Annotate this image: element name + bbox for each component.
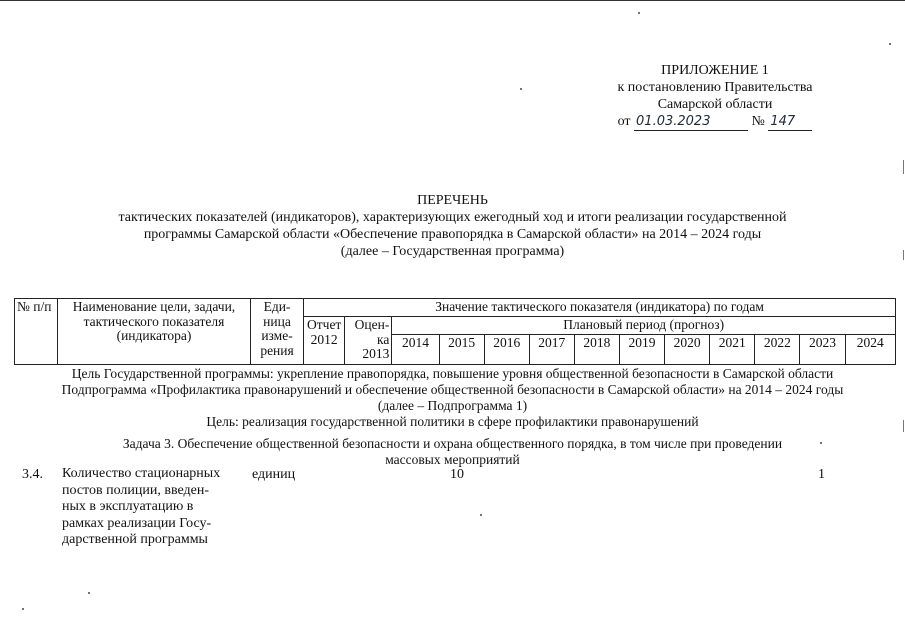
header-name: Наименование цели, задачи, тактического показателя (индикатора) (58, 299, 251, 365)
scan-edge-mark (903, 160, 904, 174)
appendix-date-row (585, 113, 845, 131)
header-year: 2014 (392, 334, 439, 364)
header-plan-group: Плановый период (прогноз) (392, 317, 896, 335)
task-line-1: Задача 3. Обеспечение общественной безопасности и охрана общественного порядка, в том числе при проведении (122, 436, 783, 451)
row-unit: единиц (252, 467, 296, 482)
date-prefix: от (617, 114, 631, 129)
task-line-2: массовых мероприятий (385, 452, 520, 467)
scan-dot (889, 43, 891, 45)
number-prefix: № (751, 114, 765, 129)
scan-dot (88, 592, 90, 594)
row-name-line: рамках реализации Госу- (62, 515, 212, 531)
header-year: 2021 (710, 334, 755, 364)
header-year: 2024 (845, 334, 895, 364)
handwritten-number: 147 (768, 113, 812, 131)
scan-dot (520, 88, 522, 90)
title-line-2: программы Самарской области «Обеспечение правопорядка в Самарской области» на 2014 – 2024 годы (143, 227, 762, 242)
task-block (0, 436, 905, 468)
subprogram-line-1: Подпрограмма «Профилактика правонарушений и обеспечение общественной безопасности в Самарской области» на 2014 – 2024 годы (61, 382, 844, 397)
header-year: 2015 (439, 334, 484, 364)
row-name-line: дарственной программы (62, 532, 208, 547)
title-line-3: (далее – Государственная программа) (340, 244, 565, 259)
header-report-2012: Отчет 2012 (304, 317, 345, 365)
row-value-2023: 1 (818, 467, 825, 482)
row-name-line: Количество стационарных (62, 466, 221, 481)
row-number: 3.4. (22, 467, 43, 482)
header-year: 2020 (665, 334, 710, 364)
header-year: 2017 (529, 334, 574, 364)
appendix-block (585, 62, 845, 131)
title-line-1: тактических показателей (индикаторов), характеризующих ежегодный ход и итоги реализации государственной (118, 210, 787, 225)
row-name-line: постов полиции, введен- (62, 482, 210, 498)
handwritten-date: 01.03.2023 (634, 113, 748, 131)
header-year: 2018 (574, 334, 619, 364)
appendix-region: Самарской области (657, 97, 773, 112)
appendix-title: ПРИЛОЖЕНИЕ 1 (661, 63, 769, 78)
subprogram-line-2: (далее – Подпрограмма 1) (377, 398, 528, 413)
program-goal (0, 366, 905, 430)
header-values-group: Значение тактического показателя (индикатора) по годам (304, 299, 896, 317)
header-year: 2023 (800, 334, 845, 364)
program-goal-text: Цель Государственной программы: укрепление правопорядка, повышение уровня общественной безопасности в Самарской области (71, 366, 834, 381)
header-year: 2022 (755, 334, 800, 364)
row-indicator-name (62, 466, 242, 549)
indicator-table-header (14, 298, 896, 365)
document-title (0, 192, 905, 260)
header-unit: Еди-ница изме-рения (250, 299, 303, 365)
header-year: 2019 (619, 334, 664, 364)
top-border-line (0, 0, 905, 1)
scan-dot (638, 12, 640, 14)
title-heading: ПЕРЕЧЕНЬ (417, 193, 488, 208)
row-value-2014: 10 (450, 467, 464, 482)
appendix-to-resolution: к постановлению Правительства (617, 80, 813, 95)
scan-dot (22, 608, 24, 610)
row-name-line: ных в эксплуатацию в (62, 499, 194, 514)
subprogram-goal: Цель: реализация государственной политики в сфере профилактики правонарушений (206, 414, 699, 429)
header-num: № п/п (15, 299, 58, 365)
scan-dot (480, 514, 482, 516)
header-year: 2016 (484, 334, 529, 364)
header-estimate-2013: Оцен-ка 2013 (345, 317, 392, 365)
